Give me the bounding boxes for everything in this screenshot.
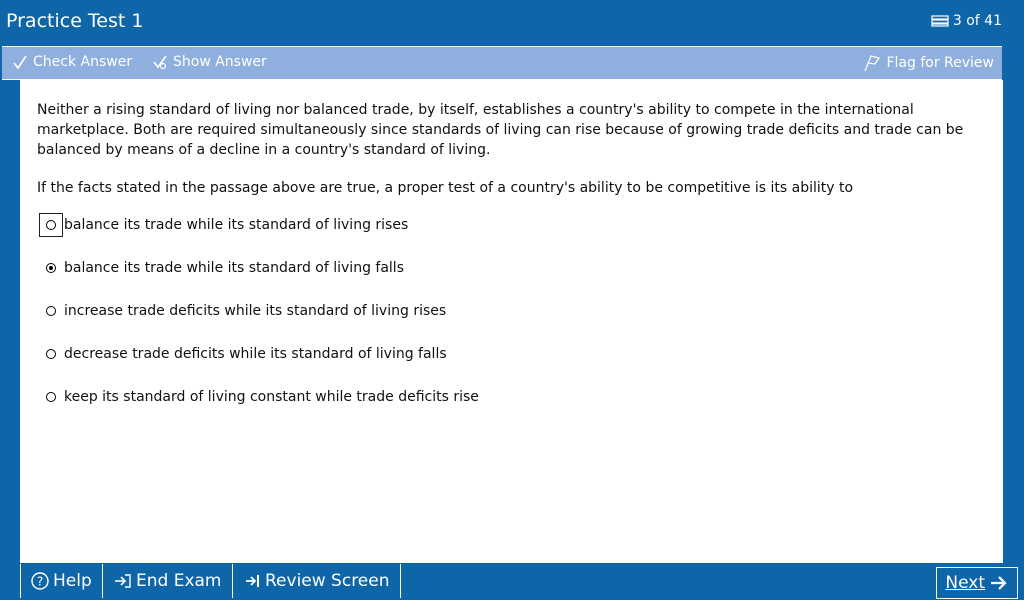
answer-option-label: increase trade deficits while its standard of living rises bbox=[64, 303, 447, 319]
help-icon bbox=[31, 572, 49, 590]
check-answer-label: Check Answer bbox=[33, 54, 133, 70]
answer-option[interactable] bbox=[40, 257, 479, 279]
answer-option[interactable] bbox=[40, 386, 479, 408]
check-answer-button[interactable] bbox=[12, 54, 132, 70]
answer-options bbox=[40, 214, 479, 429]
answer-option-label: decrease trade deficits while its standard of living falls bbox=[64, 346, 447, 362]
question-prompt: If the facts stated in the passage above are true, a proper test of a country's ability to be competitive is its ability to bbox=[37, 180, 854, 196]
radio-button[interactable] bbox=[40, 214, 62, 236]
question-panel bbox=[20, 80, 1003, 563]
review-icon bbox=[245, 573, 261, 589]
review-screen-label: Review Screen bbox=[265, 571, 390, 591]
answer-option[interactable] bbox=[40, 214, 479, 236]
review-screen-button[interactable] bbox=[235, 564, 401, 598]
radio-button[interactable] bbox=[40, 343, 62, 365]
toolbar bbox=[2, 46, 1002, 80]
window-title: Practice Test 1 bbox=[6, 10, 144, 32]
counter-text: 3 of 41 bbox=[952, 13, 1002, 29]
answer-option[interactable] bbox=[40, 300, 479, 322]
question-counter bbox=[931, 13, 1002, 29]
flag-for-review-label: Flag for Review bbox=[886, 55, 994, 71]
show-answer-button[interactable] bbox=[152, 54, 267, 70]
radio-button[interactable] bbox=[40, 386, 62, 408]
end-exam-icon bbox=[114, 573, 132, 589]
show-icon bbox=[152, 54, 168, 70]
next-button[interactable] bbox=[936, 567, 1018, 599]
radio-button[interactable] bbox=[40, 300, 62, 322]
flag-for-review-button[interactable] bbox=[863, 54, 994, 72]
check-icon bbox=[12, 54, 28, 70]
title-bar bbox=[0, 0, 1024, 45]
end-exam-button[interactable] bbox=[104, 564, 233, 598]
answer-option-label: balance its trade while its standard of living falls bbox=[64, 260, 404, 276]
help-label: Help bbox=[53, 571, 92, 591]
footer-bar bbox=[20, 564, 1024, 600]
svg-text:?: ? bbox=[36, 574, 44, 589]
question-passage: Neither a rising standard of living nor balanced trade, by itself, establishes a country's ability to compete in the international marketplace. Both are required simultaneously since standards of living can rise because of growing trade deficits and trade can be balanced by means of a decline in a country's standard of living. bbox=[37, 102, 964, 158]
counter-icon bbox=[931, 15, 949, 27]
answer-option-label: keep its standard of living constant while trade deficits rise bbox=[64, 389, 479, 405]
end-exam-label: End Exam bbox=[136, 571, 222, 591]
answer-option[interactable] bbox=[40, 343, 479, 365]
help-button[interactable] bbox=[20, 564, 103, 598]
radio-button[interactable] bbox=[40, 257, 62, 279]
show-answer-label: Show Answer bbox=[173, 54, 267, 70]
next-arrow-icon bbox=[989, 575, 1009, 591]
answer-option-label: balance its trade while its standard of living rises bbox=[64, 217, 409, 233]
flag-icon bbox=[863, 54, 881, 72]
next-label: Next bbox=[945, 573, 985, 593]
